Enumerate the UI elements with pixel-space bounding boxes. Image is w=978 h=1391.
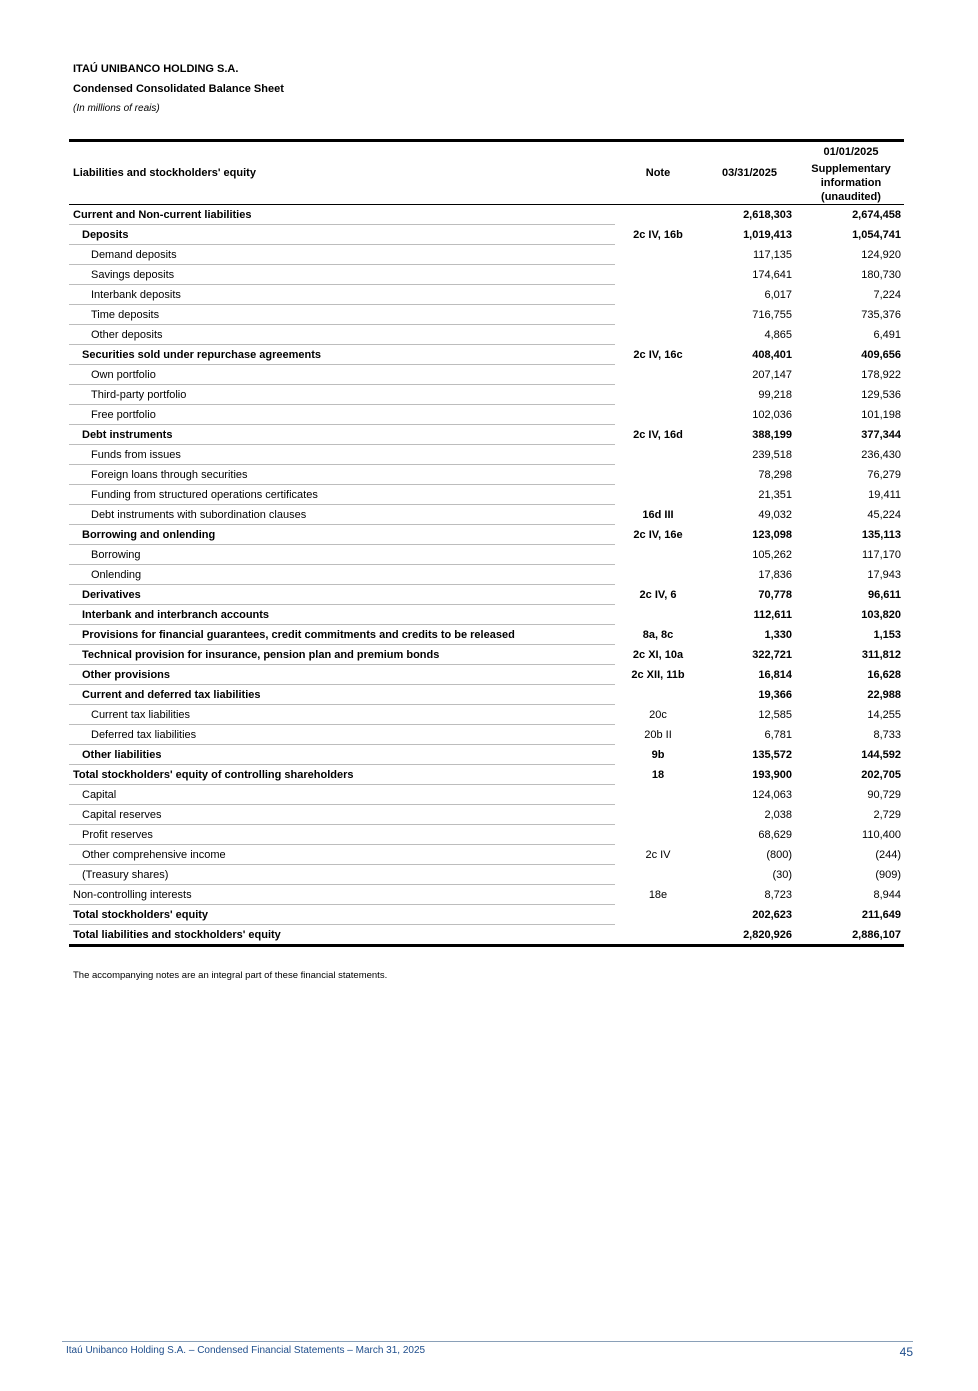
row-label: Other provisions bbox=[69, 665, 615, 685]
row-value-03-31-2025: 388,199 bbox=[752, 428, 792, 441]
row-label: Deferred tax liabilities bbox=[69, 725, 615, 745]
row-note bbox=[615, 305, 701, 325]
table-row bbox=[69, 445, 904, 465]
row-value-01-01-2025: 2,886,107 bbox=[798, 925, 904, 946]
table-body bbox=[69, 205, 904, 946]
row-value-01-01-2025: 129,536 bbox=[861, 388, 901, 401]
row-note: 2c IV bbox=[645, 848, 671, 861]
row-note bbox=[615, 825, 701, 845]
row-value-03-31-2025: 408,401 bbox=[752, 348, 792, 361]
row-value-03-31-2025: 239,518 bbox=[752, 448, 792, 461]
row-value-03-31-2025: 123,098 bbox=[752, 528, 792, 541]
table-row bbox=[69, 645, 904, 665]
row-value-03-31-2025: 21,351 bbox=[758, 488, 792, 501]
row-note bbox=[615, 205, 701, 225]
table-row bbox=[69, 805, 904, 825]
row-value-03-31-2025: 193,900 bbox=[752, 768, 792, 781]
row-value-01-01-2025: 202,705 bbox=[861, 768, 901, 781]
table-row bbox=[69, 685, 904, 705]
footer-rule bbox=[62, 1341, 913, 1342]
row-label: Time deposits bbox=[69, 305, 615, 325]
row-label: Current and deferred tax liabilities bbox=[69, 685, 615, 705]
row-note bbox=[615, 265, 701, 285]
row-note bbox=[615, 365, 701, 385]
table-row bbox=[69, 565, 904, 585]
row-note bbox=[615, 605, 701, 625]
row-value-01-01-2025: 76,279 bbox=[867, 468, 901, 481]
table-row bbox=[69, 525, 904, 545]
row-note: 2c XI, 10a bbox=[632, 648, 684, 661]
row-label: Derivatives bbox=[69, 585, 615, 605]
row-value-01-01-2025: 124,920 bbox=[861, 248, 901, 261]
row-value-03-31-2025: (30) bbox=[772, 868, 792, 881]
row-value-01-01-2025: 211,649 bbox=[861, 908, 901, 921]
row-value-01-01-2025: 103,820 bbox=[861, 608, 901, 621]
table-row bbox=[69, 905, 904, 925]
table-row bbox=[69, 825, 904, 845]
row-label: Current and Non-current liabilities bbox=[69, 205, 615, 225]
table-row bbox=[69, 785, 904, 805]
row-value-03-31-2025: 105,262 bbox=[752, 548, 792, 561]
row-value-01-01-2025: 180,730 bbox=[861, 268, 901, 281]
table-row bbox=[69, 345, 904, 365]
table-row bbox=[69, 845, 904, 865]
row-value-01-01-2025: 17,943 bbox=[867, 568, 901, 581]
row-value-01-01-2025: (909) bbox=[875, 868, 901, 881]
row-note bbox=[615, 245, 701, 265]
table-row bbox=[69, 245, 904, 265]
row-value-01-01-2025: 110,400 bbox=[862, 828, 901, 841]
row-label: Technical provision for insurance, pension plan and premium bonds bbox=[69, 645, 615, 665]
row-label: Provisions for financial guarantees, credit commitments and credits to be released bbox=[69, 625, 615, 645]
row-label: Profit reserves bbox=[69, 825, 615, 845]
table-row bbox=[69, 765, 904, 785]
row-label: Borrowing bbox=[69, 545, 615, 565]
row-label: Other deposits bbox=[69, 325, 615, 345]
row-label: Free portfolio bbox=[69, 405, 615, 425]
row-value-01-01-2025: 22,988 bbox=[867, 688, 901, 701]
row-value-03-31-2025: 6,781 bbox=[764, 728, 792, 741]
page-number: 45 bbox=[899, 1345, 913, 1359]
row-label: Own portfolio bbox=[69, 365, 615, 385]
row-note: 18 bbox=[651, 768, 665, 781]
row-value-01-01-2025: 735,376 bbox=[861, 308, 901, 321]
table-row bbox=[69, 425, 904, 445]
row-note: 9b bbox=[651, 748, 665, 761]
row-label: Interbank deposits bbox=[69, 285, 615, 305]
row-note bbox=[615, 405, 701, 425]
row-value-01-01-2025: 7,224 bbox=[873, 288, 901, 301]
row-label: Capital reserves bbox=[69, 805, 615, 825]
row-label: Debt instruments bbox=[69, 425, 615, 445]
row-value-03-31-2025: 99,218 bbox=[758, 388, 792, 401]
row-value-03-31-2025: 135,572 bbox=[752, 748, 792, 761]
row-value-03-31-2025: 6,017 bbox=[764, 288, 792, 301]
row-value-03-31-2025: 17,836 bbox=[758, 568, 792, 581]
row-label: Onlending bbox=[69, 565, 615, 585]
row-note: 16d III bbox=[642, 508, 674, 521]
column-header-note: Note bbox=[615, 141, 701, 205]
table-row bbox=[69, 885, 904, 905]
row-value-03-31-2025: 124,063 bbox=[752, 788, 792, 801]
company-name: ITAÚ UNIBANCO HOLDING S.A. bbox=[73, 63, 239, 75]
row-note bbox=[615, 445, 701, 465]
row-value-03-31-2025: 16,814 bbox=[758, 668, 792, 681]
footer-text: Itaú Unibanco Holding S.A. – Condensed Financial Statements – March 31, 2025 bbox=[66, 1345, 426, 1356]
row-value-03-31-2025: 117,135 bbox=[753, 248, 792, 261]
row-value-03-31-2025: 322,721 bbox=[752, 648, 792, 661]
row-value-01-01-2025: 178,922 bbox=[861, 368, 901, 381]
row-note bbox=[615, 805, 701, 825]
footnote: The accompanying notes are an integral part of these financial statements. bbox=[73, 970, 388, 981]
row-note bbox=[615, 785, 701, 805]
table-row bbox=[69, 925, 904, 946]
row-note: 20c bbox=[649, 708, 667, 721]
row-value-03-31-2025: 174,641 bbox=[752, 268, 792, 281]
table-row bbox=[69, 485, 904, 505]
row-value-01-01-2025: 311,812 bbox=[861, 648, 901, 661]
row-value-01-01-2025: 16,628 bbox=[867, 668, 901, 681]
column-header-period1: 03/31/2025 bbox=[701, 141, 798, 205]
table-row bbox=[69, 705, 904, 725]
row-value-01-01-2025: 19,411 bbox=[868, 488, 901, 501]
row-value-01-01-2025: 14,255 bbox=[867, 708, 901, 721]
row-value-03-31-2025: 19,366 bbox=[758, 688, 792, 701]
row-value-01-01-2025: 135,113 bbox=[861, 528, 901, 541]
row-label: Securities sold under repurchase agreements bbox=[69, 345, 615, 365]
row-value-01-01-2025: 90,729 bbox=[867, 788, 901, 801]
row-value-01-01-2025: 8,733 bbox=[873, 728, 901, 741]
table-row bbox=[69, 625, 904, 645]
row-note: 18e bbox=[648, 888, 668, 901]
row-note: 2c IV, 16b bbox=[633, 228, 683, 241]
row-value-01-01-2025: 409,656 bbox=[861, 348, 901, 361]
row-note bbox=[615, 465, 701, 485]
row-value-03-31-2025: 716,755 bbox=[752, 308, 792, 321]
row-value-03-31-2025: 207,147 bbox=[752, 368, 792, 381]
row-value-01-01-2025: 236,430 bbox=[861, 448, 901, 461]
column-header-period2-caption bbox=[798, 162, 904, 205]
row-note: 20b II bbox=[644, 728, 672, 741]
row-value-01-01-2025: (244) bbox=[875, 848, 901, 861]
row-note bbox=[615, 325, 701, 345]
row-value-01-01-2025: 8,944 bbox=[873, 888, 901, 901]
row-label: Other liabilities bbox=[69, 745, 615, 765]
table-row bbox=[69, 325, 904, 345]
row-label: Borrowing and onlending bbox=[69, 525, 615, 545]
row-value-03-31-2025: 78,298 bbox=[758, 468, 792, 481]
row-label: Interbank and interbranch accounts bbox=[69, 605, 615, 625]
row-value-03-31-2025: 4,865 bbox=[764, 328, 792, 341]
row-value-03-31-2025: 202,623 bbox=[752, 908, 792, 921]
table-row bbox=[69, 605, 904, 625]
row-note: 2c XII, 11b bbox=[631, 668, 685, 681]
row-note bbox=[615, 685, 701, 705]
table-row bbox=[69, 725, 904, 745]
row-label: Total liabilities and stockholders' equity bbox=[69, 925, 615, 946]
row-note bbox=[615, 285, 701, 305]
row-value-01-01-2025: 117,170 bbox=[862, 548, 901, 561]
supplementary-line-3: (unaudited) bbox=[821, 191, 881, 203]
row-value-03-31-2025: 112,611 bbox=[753, 608, 792, 621]
row-note bbox=[615, 545, 701, 565]
table-row bbox=[69, 505, 904, 525]
row-note bbox=[615, 385, 701, 405]
statement-title: Condensed Consolidated Balance Sheet bbox=[73, 83, 284, 95]
column-header-period2-date: 01/01/2025 bbox=[798, 141, 904, 163]
row-value-03-31-2025: 8,723 bbox=[764, 888, 792, 901]
row-note: 2c IV, 16c bbox=[633, 348, 683, 361]
row-value-03-31-2025: 2,038 bbox=[764, 808, 792, 821]
row-value-01-01-2025: 377,344 bbox=[861, 428, 901, 441]
row-value-01-01-2025: 2,674,458 bbox=[852, 208, 901, 221]
row-label: Non-controlling interests bbox=[69, 885, 615, 905]
row-label: Total stockholders' equity of controlling shareholders bbox=[69, 765, 615, 785]
row-note: 2c IV, 6 bbox=[639, 588, 677, 601]
row-value-03-31-2025: 1,330 bbox=[764, 628, 792, 641]
table-row bbox=[69, 385, 904, 405]
table-row bbox=[69, 265, 904, 285]
table-row bbox=[69, 405, 904, 425]
row-note: 2c IV, 16e bbox=[633, 528, 683, 541]
row-value-03-31-2025: 12,585 bbox=[758, 708, 792, 721]
row-value-01-01-2025: 101,198 bbox=[861, 408, 901, 421]
row-label: Funds from issues bbox=[69, 445, 615, 465]
row-label: Funding from structured operations certificates bbox=[69, 485, 615, 505]
table-row bbox=[69, 285, 904, 305]
row-label: Capital bbox=[69, 785, 615, 805]
row-label: Demand deposits bbox=[69, 245, 615, 265]
row-value-03-31-2025: 2,820,926 bbox=[701, 925, 798, 946]
table-row bbox=[69, 305, 904, 325]
row-label: (Treasury shares) bbox=[69, 865, 615, 885]
column-header-label: Liabilities and stockholders' equity bbox=[69, 141, 615, 205]
row-label: Other comprehensive income bbox=[69, 845, 615, 865]
table-row bbox=[69, 225, 904, 245]
table-row bbox=[69, 665, 904, 685]
row-value-01-01-2025: 2,729 bbox=[873, 808, 901, 821]
row-note: 2c IV, 16d bbox=[633, 428, 683, 441]
row-value-03-31-2025: 49,032 bbox=[758, 508, 792, 521]
row-value-01-01-2025: 96,611 bbox=[867, 588, 901, 601]
row-label: Total stockholders' equity bbox=[69, 905, 615, 925]
units-note: (In millions of reais) bbox=[73, 103, 160, 114]
row-value-01-01-2025: 1,153 bbox=[873, 628, 901, 641]
table-row bbox=[69, 865, 904, 885]
row-value-03-31-2025: 1,019,413 bbox=[743, 228, 792, 241]
balance-sheet-table bbox=[69, 139, 904, 947]
supplementary-line-2: information bbox=[820, 177, 882, 189]
row-label: Foreign loans through securities bbox=[69, 465, 615, 485]
table-row bbox=[69, 205, 904, 225]
row-value-01-01-2025: 45,224 bbox=[867, 508, 901, 521]
row-note bbox=[615, 925, 701, 946]
row-label: Deposits bbox=[69, 225, 615, 245]
table-row bbox=[69, 585, 904, 605]
row-note bbox=[615, 865, 701, 885]
row-label: Third-party portfolio bbox=[69, 385, 615, 405]
row-value-03-31-2025: 70,778 bbox=[758, 588, 792, 601]
row-note bbox=[615, 565, 701, 585]
table-row bbox=[69, 465, 904, 485]
supplementary-line-1: Supplementary bbox=[811, 163, 891, 175]
table-row bbox=[69, 745, 904, 765]
table-row bbox=[69, 365, 904, 385]
row-note bbox=[615, 905, 701, 925]
row-value-03-31-2025: (800) bbox=[766, 848, 792, 861]
row-label: Current tax liabilities bbox=[69, 705, 615, 725]
row-label: Debt instruments with subordination clauses bbox=[69, 505, 615, 525]
row-value-01-01-2025: 144,592 bbox=[861, 748, 901, 761]
row-value-01-01-2025: 6,491 bbox=[873, 328, 901, 341]
row-value-03-31-2025: 102,036 bbox=[752, 408, 792, 421]
row-note: 8a, 8c bbox=[642, 628, 674, 641]
row-value-03-31-2025: 2,618,303 bbox=[743, 208, 792, 221]
row-note bbox=[615, 485, 701, 505]
row-value-03-31-2025: 68,629 bbox=[758, 828, 792, 841]
table-row bbox=[69, 545, 904, 565]
row-label: Savings deposits bbox=[69, 265, 615, 285]
row-value-01-01-2025: 1,054,741 bbox=[852, 228, 901, 241]
